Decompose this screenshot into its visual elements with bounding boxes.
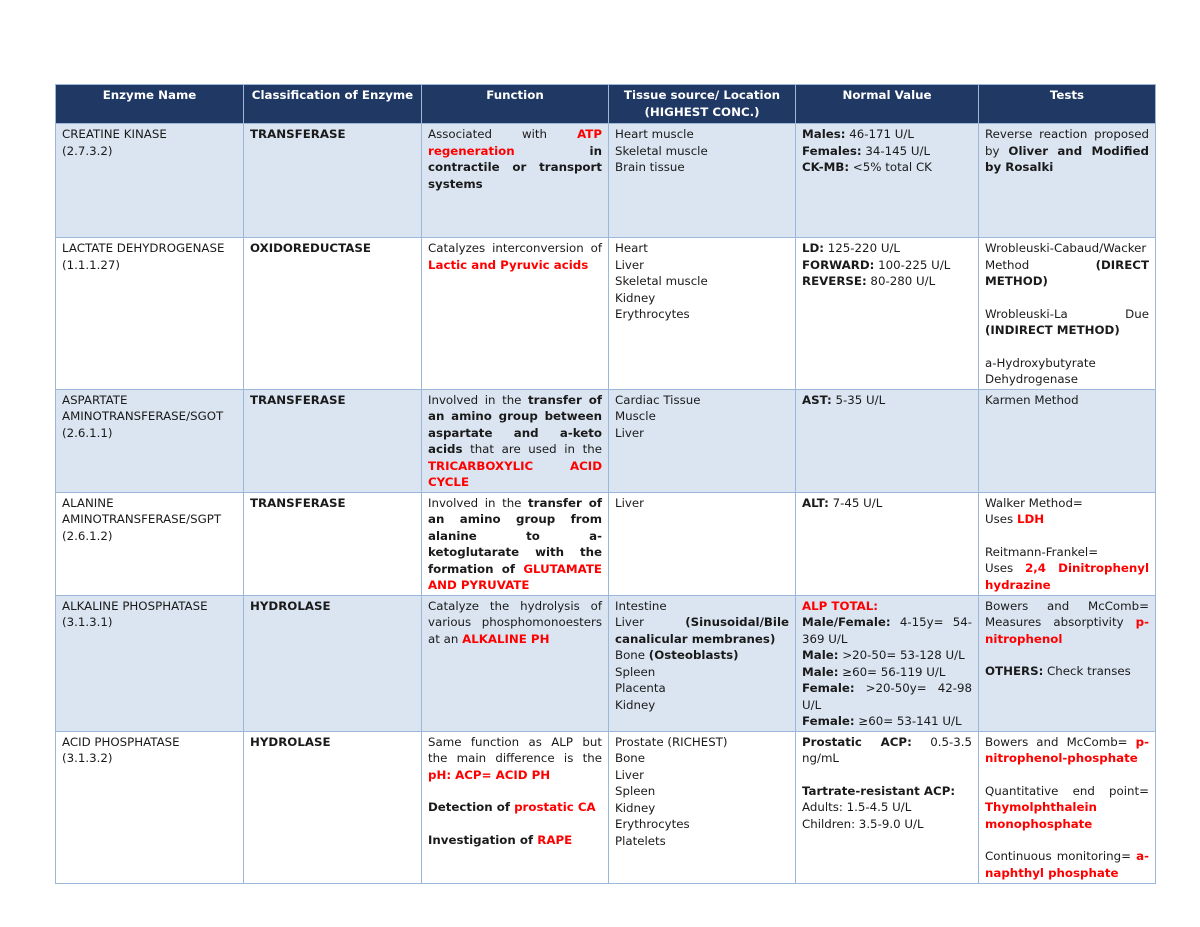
tissue-item: Heart: [615, 241, 648, 255]
header-row: [56, 85, 1156, 124]
text: that are used in the: [462, 442, 602, 456]
tissue-cell: [609, 124, 796, 238]
tissue-cell: [609, 731, 796, 883]
function-cell: [422, 731, 609, 883]
highlight-text: 2,4 Dinitrophenyl hydrazine: [985, 561, 1149, 592]
enzyme-name-line: (2.7.3.2): [62, 143, 113, 158]
tissue-item: Muscle: [615, 409, 656, 423]
text: Kidney: [615, 697, 656, 712]
highlight-text: ATP regeneration: [428, 127, 602, 158]
text: Reitmann-Frankel=: [985, 544, 1099, 559]
text: Wrobleuski-La Due: [985, 306, 1149, 321]
header-function: Function: [422, 85, 609, 124]
highlight-text: ALP TOTAL:: [802, 598, 878, 613]
tissue-item: Skeletal muscle: [615, 274, 708, 288]
normal-value-line: [802, 783, 972, 800]
highlight-text: RAPE: [537, 832, 573, 847]
text: ≥60= 56-119 U/L: [838, 664, 946, 679]
function-text: [428, 240, 602, 273]
bold-text: Female:: [802, 714, 855, 728]
bold-text: REVERSE:: [802, 274, 867, 288]
function-cell: [422, 492, 609, 595]
normal-value-line: [802, 126, 972, 143]
tissue-item: Prostate (RICHEST): [615, 734, 728, 749]
text: Liver: [615, 615, 686, 629]
text: Uses: [985, 561, 1026, 575]
test-line: [985, 783, 1149, 833]
tissue-cell: [609, 492, 796, 595]
tests-cell: [979, 492, 1156, 595]
highlight-text: TRICARBOXYLIC ACID CYCLE: [428, 458, 602, 489]
function-line: [428, 799, 602, 816]
text: >20-50= 53-128 U/L: [838, 648, 965, 662]
text: ≥60= 53-141 U/L: [854, 714, 962, 728]
text: Spleen: [615, 664, 656, 679]
enzyme-name-line: (2.6.1.2): [62, 528, 113, 543]
classification-cell: HYDROLASE: [244, 731, 422, 883]
tissue-cell: [609, 595, 796, 731]
highlight-text: GLUTAMATE AND PYRUVATE: [428, 561, 602, 592]
function-line: [428, 734, 602, 784]
text: 4-15y= 54-369 U/L: [802, 615, 972, 646]
header-classification: Classification of Enzyme: [244, 85, 422, 124]
table-header: [56, 85, 1156, 124]
text: 80-280 U/L: [866, 274, 936, 288]
tissue-item: Erythrocytes: [615, 307, 690, 321]
bold-text: transfer of an amino group between aspartate and a-keto acids: [428, 392, 602, 456]
tissue-item: Liver: [615, 257, 644, 272]
highlight-text: LDH: [1016, 512, 1045, 526]
text: Wrobleuski-Cabaud/Wacker Method: [985, 241, 1147, 272]
classification-cell: TRANSFERASE: [244, 492, 422, 595]
text: Quantitative end point=: [985, 783, 1149, 798]
highlight-text: p-nitrophenol-phosphate: [985, 734, 1149, 765]
bold-text: transfer of an amino group from alanine to a-ketoglutarate with the formation of: [428, 495, 602, 576]
test-line: [985, 598, 1149, 648]
enzyme-name-line: ACID PHOSPHATASE: [62, 734, 180, 749]
enzyme-name-line: (1.1.1.27): [62, 257, 120, 272]
spacer: [985, 832, 1149, 848]
tissue-item: Erythrocytes: [615, 817, 690, 831]
classification-cell: HYDROLASE: [244, 595, 422, 731]
normal-value-line: [802, 799, 972, 816]
bold-text: (INDIRECT METHOD): [985, 323, 1120, 337]
highlight-text: p-nitrophenol: [985, 615, 1149, 646]
text: a-Hydroxybutyrate Dehydrogenase: [985, 355, 1096, 386]
text: Continuous monitoring=: [985, 849, 1137, 863]
function-cell: [422, 238, 609, 390]
tissue-cell: [609, 389, 796, 492]
tissue-item: [615, 680, 789, 697]
bold-text: Detection of: [428, 800, 515, 814]
enzyme-name-line: ALANINE AMINOTRANSFERASE/SGPT: [62, 495, 222, 526]
bold-text: (Osteoblasts): [648, 648, 739, 662]
bold-text: Female:: [802, 681, 855, 695]
normal-value-cell: [796, 595, 979, 731]
normal-value-line: [802, 664, 972, 681]
tissue-item: [615, 664, 789, 681]
spacer: [802, 767, 972, 783]
tissue-item: Heart muscle: [615, 127, 694, 141]
function-cell: [422, 124, 609, 238]
test-line: [985, 544, 1149, 561]
enzyme-name-cell: [56, 731, 244, 883]
bold-text: Oliver and Modified by Rosalki: [985, 143, 1149, 174]
normal-value-line: [802, 734, 972, 767]
spacer: [985, 528, 1149, 544]
normal-value-cell: [796, 389, 979, 492]
text: Catalyzes interconversion of: [428, 241, 602, 255]
spacer: [985, 339, 1149, 355]
text: Associated with: [428, 127, 578, 141]
bold-text: Male:: [802, 664, 839, 679]
classification-cell: OXIDOREDUCTASE: [244, 238, 422, 390]
function-text: [428, 126, 602, 192]
bold-text: (DIRECT METHOD): [985, 257, 1149, 288]
tissue-item: Brain tissue: [615, 160, 685, 174]
bold-text: ALT:: [802, 495, 829, 510]
enzyme-name-line: (3.1.3.2): [62, 751, 113, 765]
function-text: [428, 598, 602, 648]
bold-text: LD:: [802, 241, 825, 255]
bold-text: CK-MB:: [802, 160, 850, 174]
tissue-item: Liver: [615, 495, 644, 510]
bold-text: (Sinusoidal/Bile canalicular membranes): [615, 615, 789, 646]
bold-text: Investigation of: [428, 832, 538, 847]
tissue-item: Liver: [615, 425, 644, 440]
enzyme-name-line: (2.6.1.1): [62, 425, 113, 440]
highlight-text: Lactic and Pyruvic acids: [428, 257, 589, 272]
text: Children: 3.5-9.0 U/L: [802, 816, 924, 831]
text: Karmen Method: [985, 392, 1079, 407]
enzyme-name-line: LACTATE DEHYDROGENASE: [62, 241, 225, 255]
bold-text: Tartrate-resistant ACP:: [802, 783, 956, 798]
test-line: [985, 511, 1149, 528]
test-line: [985, 126, 1149, 176]
text: 125-220 U/L: [824, 241, 901, 255]
text: Same function as ALP but the main difference is the: [428, 734, 602, 765]
test-line: [985, 848, 1149, 881]
text: >20-50y= 42-98 U/L: [802, 681, 972, 712]
tissue-item: [615, 697, 789, 714]
tissue-item: [615, 647, 789, 664]
text: Reverse reaction proposed by: [985, 127, 1149, 158]
normal-value-line: [802, 598, 972, 615]
tissue-item: Platelets: [615, 833, 666, 848]
classification-cell: TRANSFERASE: [244, 124, 422, 238]
normal-value-line: [802, 159, 972, 176]
highlight-text: pH: ACP= ACID PH: [428, 767, 551, 782]
function-text: [428, 392, 602, 491]
function-cell: [422, 595, 609, 731]
normal-value-line: [802, 143, 972, 160]
tissue-item: [615, 614, 789, 647]
function-line: [428, 832, 602, 849]
test-line: [985, 392, 1149, 409]
table-row: [56, 731, 1156, 883]
normal-value-line: [802, 816, 972, 833]
highlight-text: Thymolphthalein monophosphate: [985, 800, 1097, 831]
text: Intestine: [615, 598, 667, 613]
tissue-item: Skeletal muscle: [615, 143, 708, 158]
enzyme-name-line: ASPARTATE AMINOTRANSFERASE/SGOT: [62, 392, 224, 423]
test-line: [985, 495, 1149, 512]
enzyme-name-cell: [56, 238, 244, 390]
text: Bowers and McComb=: [985, 734, 1136, 749]
normal-value-cell: [796, 731, 979, 883]
header-tests: Tests: [979, 85, 1156, 124]
text: Involved in the: [428, 495, 529, 510]
test-line: [985, 734, 1149, 767]
table-row: [56, 124, 1156, 238]
tissue-cell: [609, 238, 796, 390]
spacer: [428, 816, 602, 832]
text: 5-35 U/L: [831, 392, 886, 407]
enzyme-name-cell: [56, 389, 244, 492]
normal-value-line: [802, 392, 972, 409]
bold-text: OTHERS:: [985, 664, 1044, 678]
test-line: [985, 306, 1149, 339]
function-text: [428, 495, 602, 594]
normal-value-cell: [796, 492, 979, 595]
text: Involved in the: [428, 392, 529, 407]
table-row: [56, 595, 1156, 731]
tests-cell: [979, 731, 1156, 883]
test-line: [985, 663, 1149, 680]
test-line: [985, 240, 1149, 290]
enzyme-name-cell: [56, 492, 244, 595]
tissue-item: Kidney: [615, 800, 656, 815]
tissue-item: [615, 598, 789, 615]
tests-cell: [979, 238, 1156, 390]
spacer: [428, 783, 602, 799]
enzyme-name-cell: [56, 124, 244, 238]
spacer: [985, 290, 1149, 306]
highlight-text: prostatic CA: [514, 800, 596, 814]
table-row: [56, 492, 1156, 595]
text: Check transes: [1043, 664, 1131, 678]
test-line: [985, 560, 1149, 593]
text: Bone: [615, 648, 649, 662]
text: Catalyze the hydrolysis of various phosphomonoesters at an: [428, 598, 602, 646]
tissue-item: Kidney: [615, 290, 656, 305]
enzyme-name-cell: [56, 595, 244, 731]
text: Bowers and McComb= Measures absorptivity: [985, 598, 1149, 629]
tests-cell: [979, 389, 1156, 492]
enzyme-table: [55, 84, 1156, 884]
normal-value-line: [802, 614, 972, 647]
tissue-item: Cardiac Tissue: [615, 392, 701, 407]
tissue-item: Liver: [615, 767, 644, 782]
highlight-text: a-naphthyl phosphate: [985, 849, 1149, 880]
text: 0.5-3.5 ng/mL: [802, 734, 972, 765]
function-cell: [422, 389, 609, 492]
text: 46-171 U/L: [845, 127, 914, 141]
bold-text: FORWARD:: [802, 257, 875, 272]
tests-cell: [979, 124, 1156, 238]
text: Adults: 1.5-4.5 U/L: [802, 800, 912, 814]
bold-text: Male/Female:: [802, 615, 891, 629]
normal-value-line: [802, 257, 972, 274]
text: 100-225 U/L: [874, 257, 951, 272]
tissue-item: Spleen: [615, 784, 656, 798]
text: Uses: [985, 512, 1017, 526]
bold-text: Males:: [802, 127, 846, 141]
normal-value-line: [802, 647, 972, 664]
header-tissue-source: Tissue source/ Location (HIGHEST CONC.): [609, 85, 796, 124]
enzyme-name-line: CREATINE KINASE: [62, 127, 167, 141]
tests-cell: [979, 595, 1156, 731]
text: 7-45 U/L: [828, 495, 883, 510]
table-row: [56, 389, 1156, 492]
header-normal-value: Normal Value: [796, 85, 979, 124]
normal-value-line: [802, 495, 972, 512]
highlight-text: ALKALINE PH: [462, 631, 550, 646]
bold-text: Females:: [802, 143, 862, 158]
table-row: [56, 238, 1156, 390]
bold-text: Prostatic ACP:: [802, 734, 912, 749]
normal-value-line: [802, 240, 972, 257]
enzyme-name-line: (3.1.3.1): [62, 615, 113, 629]
text: <5% total CK: [849, 160, 932, 174]
normal-value-line: [802, 713, 972, 730]
text: 34-145 U/L: [861, 143, 931, 158]
header-enzyme-name: Enzyme Name: [56, 85, 244, 124]
classification-cell: TRANSFERASE: [244, 389, 422, 492]
enzyme-name-line: ALKALINE PHOSPHATASE: [62, 598, 208, 613]
normal-value-cell: [796, 238, 979, 390]
text: Placenta: [615, 681, 666, 695]
table-body: [56, 124, 1156, 884]
normal-value-line: [802, 273, 972, 290]
bold-text: in contractile or transport systems: [428, 143, 602, 191]
spacer: [985, 767, 1149, 783]
text: Walker Method=: [985, 495, 1083, 510]
normal-value-cell: [796, 124, 979, 238]
test-line: [985, 355, 1149, 388]
tissue-item: Bone: [615, 751, 646, 765]
bold-text: Male:: [802, 648, 839, 662]
normal-value-line: [802, 680, 972, 713]
bold-text: AST:: [802, 392, 832, 407]
spacer: [985, 647, 1149, 663]
